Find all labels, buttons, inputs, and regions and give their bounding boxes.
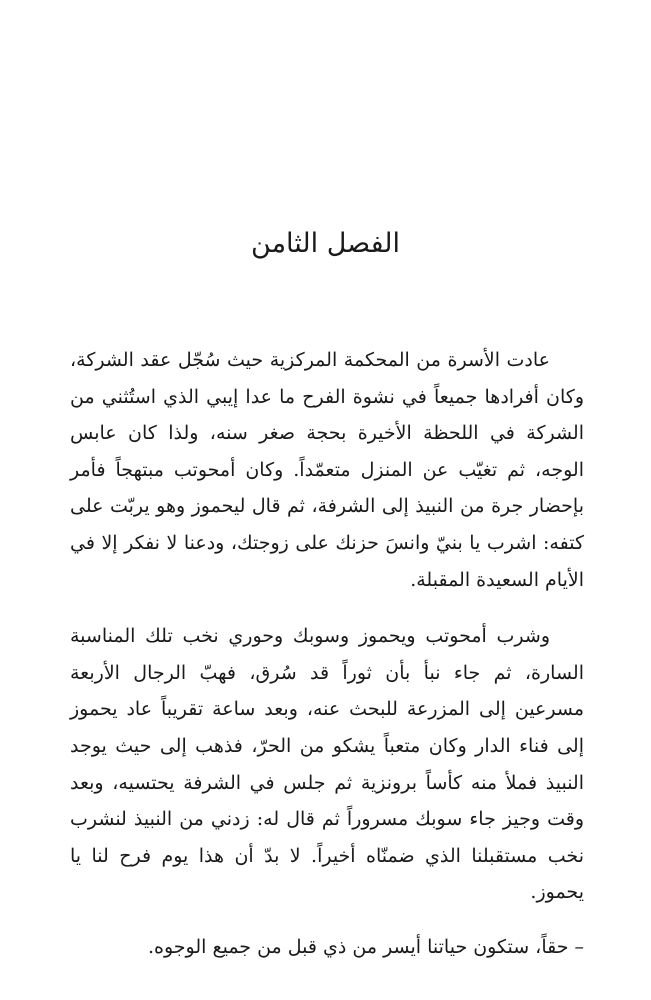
chapter-body bbox=[70, 342, 584, 966]
dialogue-line: – حقاً، ستكون حياتنا أيسر من ذي قبل من جميع الوجوه. bbox=[148, 935, 584, 958]
paragraph: وشرب أمحوتب ويحموز وسوبك وحوري نخب تلك المناسبة السارة، ثم جاء نبأ بأن ثوراً قد سُرق، فهبّ الرجال الأربعة مسرعين إلى المزرعة للبحث عنه، وبعد ساعة تقريباً عاد يحموز إلى فناء الدار وكان متعباً يشكو من الحرّ، فذهب إلى حيث يوجد النبيذ فملأ منه كأساً برونزية ثم جلس في الشرفة يحتسيه، وبعد وقت وجيز جاء سوبك مسروراً ثم قال له: زدني من النبيذ لنشرب نخب مستقبلنا الذي ضمنّاه أخيراً. لا بدّ أن هذا يوم فرح لنا يا يحموز. bbox=[70, 625, 584, 904]
paragraph: عادت الأسرة من المحكمة المركزية حيث سُجّل عقد الشركة، وكان أفرادها جميعاً في نشوة الفرح ما عدا إيبي الذي استُثني من الشركة في اللحظة الأخيرة بحجة صغر سنه، ولذا كان عابس الوجه، ثم تغيّب عن المنزل متعمّداً. وكان أمحوتب مبتهجاً فأمر بإحضار جرة من النبيذ إلى الشرفة، ثم قال ليحموز وهو يربّت على كتفه: اشرب يا بنيّ وانسَ حزنك على زوجتك، ودعنا لا نفكر إلا في الأيام السعيدة المقبلة. bbox=[70, 349, 584, 591]
chapter-title: الفصل الثامن bbox=[251, 228, 400, 259]
